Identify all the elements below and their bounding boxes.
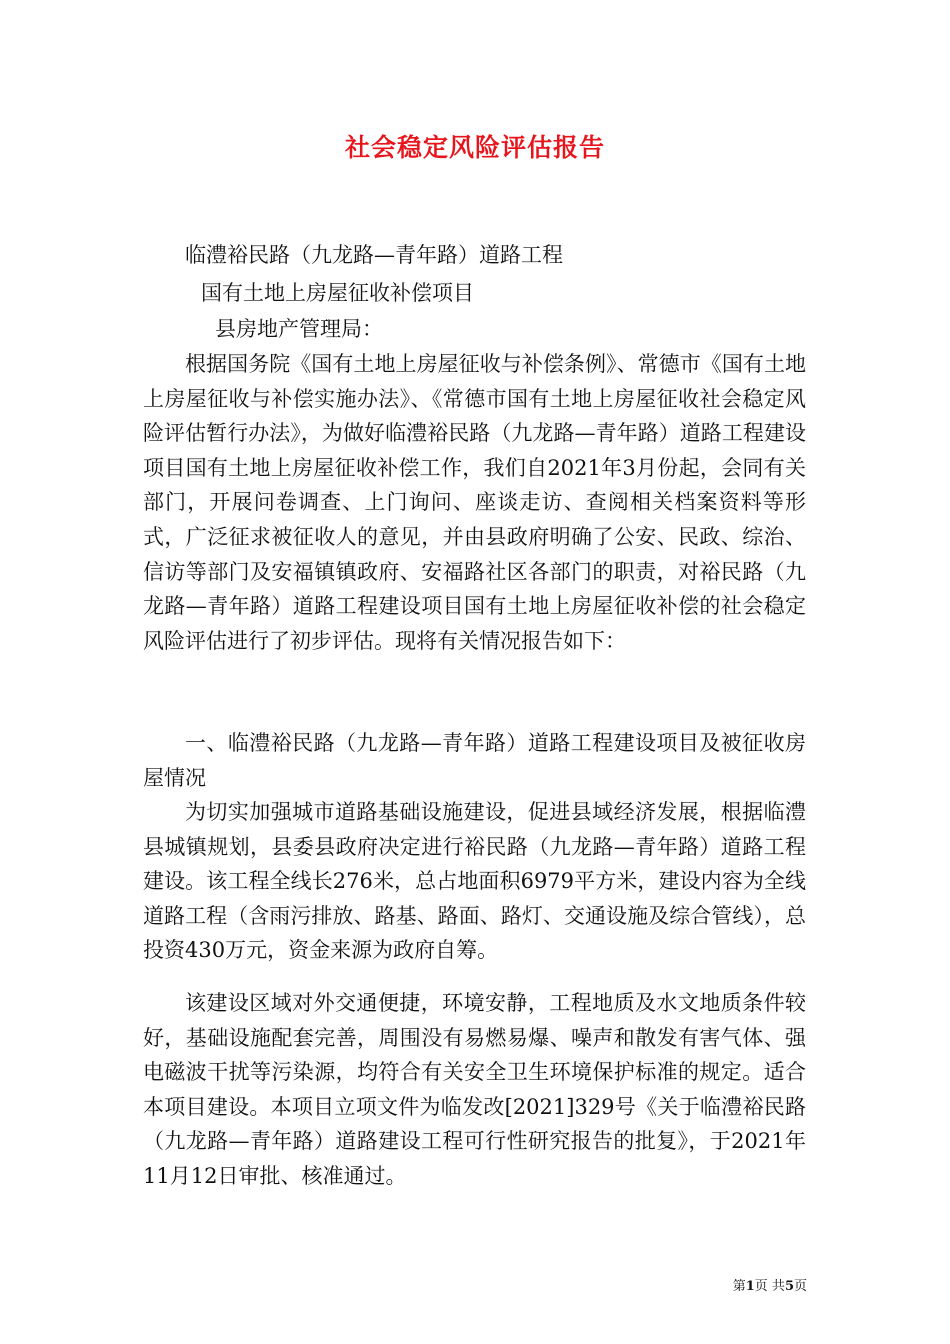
footer-current-page: 1 — [745, 1279, 755, 1294]
page-footer — [733, 1278, 807, 1296]
addressee: 县房地产管理局： — [215, 317, 383, 341]
header-line-2: 国有土地上房屋征收补偿项目 — [201, 281, 474, 305]
paragraph-2: 为切实加强城市道路基础设施建设，促进县域经济发展，根据临澧县城镇规划，县委县政府决定进行裕民路（九龙路—青年路）道路工程建设。该工程全线长276米，总占地面积6979平方米，建设内容为全线道路工程（含雨污排放、路基、路面、路灯、交通设施及综合管线），总投资430万元，资金来源为政府自筹。 — [143, 800, 806, 963]
footer-prefix: 第 — [732, 1279, 746, 1294]
footer-middle: 页 共 — [754, 1279, 785, 1294]
footer-suffix: 页 — [793, 1279, 807, 1294]
header-line-1: 临澧裕民路（九龙路—青年路）道路工程 — [185, 243, 563, 267]
document-title: 社会稳定风险评估报告 — [344, 133, 605, 162]
footer-total-pages: 5 — [784, 1279, 794, 1294]
paragraph-3: 该建设区域对外交通便捷，环境安静，工程地质及水文地质条件较好，基础设施配套完善，周围没有易燃易爆、噪声和散发有害气体、强电磁波干扰等污染源，均符合有关安全卫生环境保护标准的规定。适合本项目建设。本项目立项文件为临发改[2021]329号《关于临澧裕民路（九龙路—青年路）道路建设工程可行性研究报告的批复》，于2021年11月12日审批、核准通过。 — [143, 991, 806, 1188]
section-1-heading: 一、临澧裕民路（九龙路—青年路）道路工程建设项目及被征收房屋情况 — [143, 731, 806, 790]
paragraph-1: 根据国务院《国有土地上房屋征收与补偿条例》、常德市《国有土地上房屋征收与补偿实施办法》、《常德市国有土地上房屋征收社会稳定风险评估暂行办法》，为做好临澧裕民路（九龙路—青年路）道路工程建设项目国有土地上房屋征收补偿工作，我们自2021年3月份起，会同有关部门，开展问卷调查、上门询问、座谈走访、查阅相关档案资料等形式，广泛征求被征收人的意见，并由县政府明确了公安、民政、综治、信访等部门及安福镇镇政府、安福路社区各部门的职责，对裕民路（九龙路—青年路）道路工程建设项目国有土地上房屋征收补偿的社会稳定风险评估进行了初步评估。现将有关情况报告如下： — [143, 352, 806, 653]
